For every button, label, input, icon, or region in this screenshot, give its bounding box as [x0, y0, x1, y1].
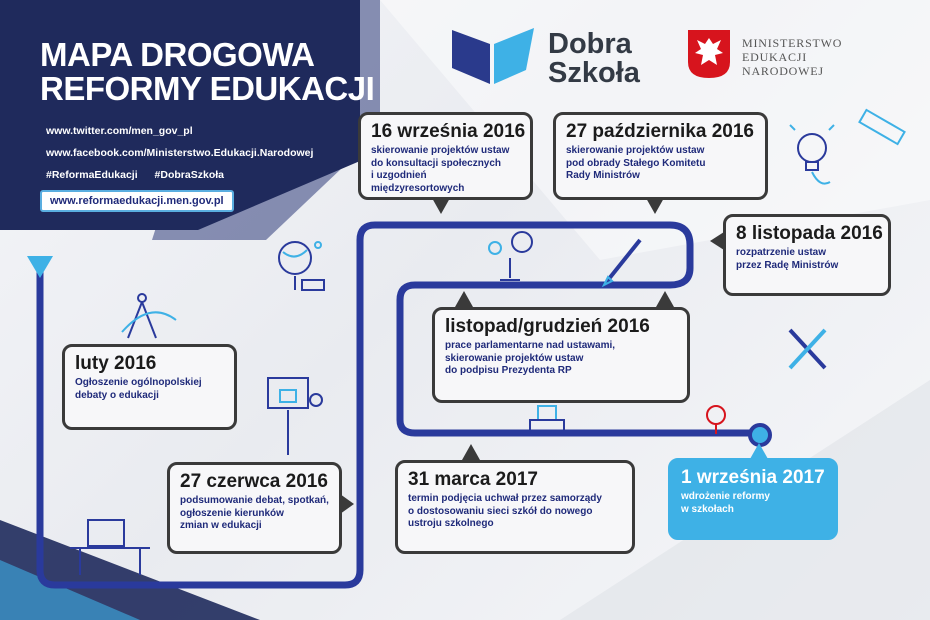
milestone-desc: Ogłoszenie ogólnopolskiej debaty o edukacji [75, 377, 202, 401]
microscope-icon [489, 232, 532, 280]
milestone-27-czerwca-2016 [167, 462, 342, 554]
title-line-2: REFORMY EDUKACJI [40, 70, 375, 107]
milestone-date: 31 marca 2017 [408, 469, 538, 490]
pencil-icon [604, 240, 640, 285]
hashtag-reforma[interactable]: #ReformaEdukacji [46, 169, 138, 181]
milestone-luty-2016 [62, 344, 237, 430]
crossed-pencils-icon [790, 330, 825, 368]
callout-tail [340, 494, 354, 514]
title-line-1: MAPA DROGOWA [40, 36, 315, 73]
milestone-desc: skierowanie projektów ustaw do konsultacji społecznych i uzgodnień międzyresortowych [371, 145, 510, 194]
milestone-desc: podsumowanie debat, spotkań, ogłoszenie kierunków zmian w edukacji [180, 495, 329, 531]
basketball-hoop-icon [268, 378, 322, 455]
milestone-16-wrzesnia-2016 [358, 112, 533, 200]
globe-icon [279, 242, 324, 290]
milestone-date: listopad/grudzień 2016 [445, 316, 650, 337]
milestone-31-marca-2017 [395, 460, 635, 554]
dobra-szkola-logo-text: Dobra Szkoła [548, 28, 640, 89]
milestone-8-listopada-2016 [723, 214, 891, 296]
milestone-desc: termin podjęcia uchwał przez samorządy o dostosowaniu sieci szkół do nowego ustroju szkolnego [408, 493, 602, 529]
milestone-date: luty 2016 [75, 353, 157, 374]
callout-tail [656, 291, 674, 307]
lightbulb-icon [790, 125, 834, 184]
milestone-1-wrzesnia-2017 [668, 458, 838, 540]
facebook-link[interactable]: www.facebook.com/Ministerstwo.Edukacji.Narodowej [46, 147, 314, 159]
milestone-desc: rozpatrzenie ustaw przez Radę Ministrów [736, 247, 839, 271]
milestone-27-pazdziernika-2016 [553, 112, 768, 200]
milestone-desc: wdrożenie reformy w szkołach [681, 491, 770, 515]
website-link[interactable]: www.reformaedukacji.men.gov.pl [40, 190, 234, 212]
ruler-icon [859, 110, 904, 144]
callout-tail [710, 232, 724, 250]
callout-tail [432, 198, 450, 214]
milestone-desc: prace parlamentarne nad ustawami, skierowanie projektów ustaw do podpisu Prezydenta RP [445, 340, 616, 376]
callout-tail [646, 198, 664, 214]
milestone-date: 1 września 2017 [681, 467, 825, 488]
milestone-date: 16 września 2016 [371, 121, 526, 142]
callout-tail [750, 443, 768, 459]
compass-icon [122, 294, 176, 338]
robot-icon [530, 406, 564, 432]
twitter-link[interactable]: www.twitter.com/men_gov_pl [46, 125, 193, 137]
milestone-desc: skierowanie projektów ustaw pod obrady Stałego Komitetu Rady Ministrów [566, 145, 706, 181]
milestone-date: 27 października 2016 [566, 121, 754, 142]
alarm-clock-icon [707, 406, 725, 434]
milestone-listopad-grudzien-2016 [432, 307, 690, 403]
desk-chair-icon [70, 520, 150, 575]
milestone-date: 27 czerwca 2016 [180, 471, 328, 492]
hashtag-dobra-szkola[interactable]: #DobraSzkoła [154, 169, 224, 181]
ministry-logo-text: MINISTERSTWO EDUKACJI NARODOWEJ [742, 36, 843, 78]
callout-tail [462, 444, 480, 460]
milestone-date: 8 listopada 2016 [736, 223, 883, 244]
callout-tail [455, 291, 473, 307]
